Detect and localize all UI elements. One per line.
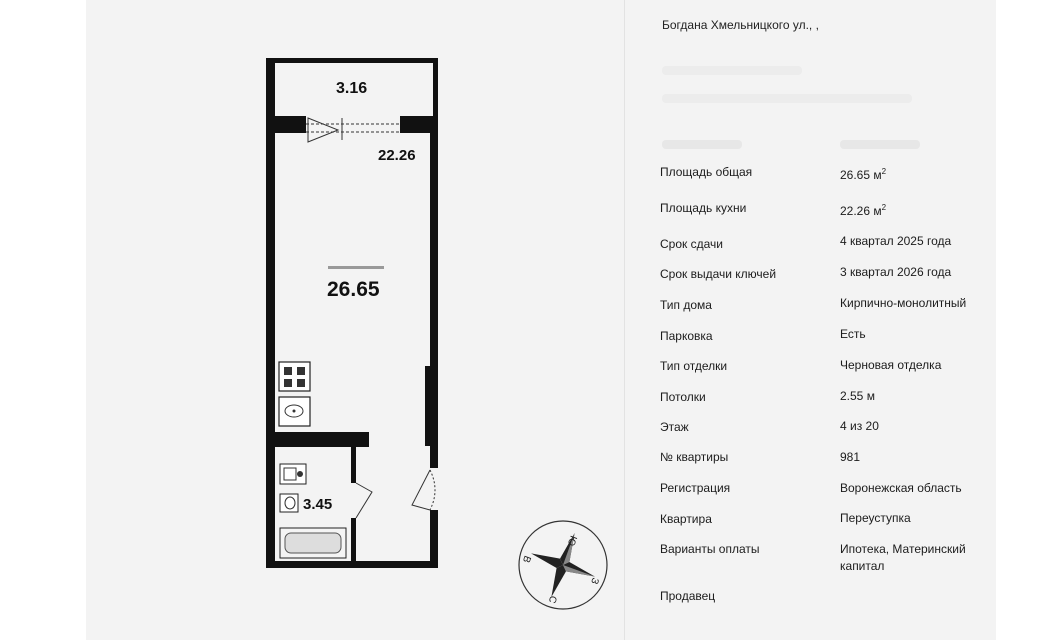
- bathroom-door: [356, 483, 372, 518]
- property-value: 3 квартал 2026 года: [840, 265, 952, 279]
- compass-west-label: В: [519, 553, 533, 565]
- stove-icon: [279, 362, 310, 391]
- total-area-label: 26.65: [327, 278, 380, 301]
- property-value: 2.55 м: [840, 389, 875, 403]
- property-value: Черновая отделка: [840, 358, 942, 372]
- property-label: Потолки: [660, 390, 706, 404]
- property-value: Есть: [840, 327, 866, 341]
- property-label: Тип отделки: [660, 359, 728, 373]
- address-text: Богдана Хмельницкого ул., ,: [662, 18, 819, 32]
- property-label: Парковка: [660, 329, 713, 343]
- faded-text-line: [662, 140, 742, 149]
- entrance-door: [412, 470, 435, 510]
- property-value: 22.26 $м^2$: [840, 203, 887, 218]
- property-label: Срок выдачи ключей: [660, 267, 777, 281]
- property-label: Квартира: [660, 512, 712, 526]
- property-value: Воронежская область: [840, 481, 962, 495]
- property-label: Регистрация: [660, 481, 731, 495]
- property-label: Этаж: [660, 420, 689, 434]
- property-value: Кирпично-монолитный: [840, 296, 967, 310]
- compass-rose-icon: [519, 521, 607, 609]
- kitchen-area-label: 22.26: [378, 147, 416, 164]
- bathtub-icon: [280, 528, 346, 558]
- property-value: 981: [840, 450, 861, 464]
- bathroom-sink-icon: [280, 494, 298, 512]
- faded-text-line: [662, 66, 802, 75]
- area-underline: [328, 266, 384, 269]
- bathroom-area-label: 3.45: [303, 496, 333, 513]
- compass-east-label: З: [588, 575, 601, 586]
- plan-walls: [266, 58, 438, 568]
- property-value: 4 квартал 2025 года: [840, 234, 952, 248]
- property-label: Площадь кухни: [660, 201, 747, 215]
- property-value: 4 из 20: [840, 419, 879, 433]
- property-label: Варианты оплаты: [660, 542, 760, 556]
- property-label: Продавец: [660, 589, 716, 603]
- toilet-icon: [280, 464, 306, 484]
- property-value: 26.65 $м^2$: [840, 167, 887, 182]
- property-label: Площадь общая: [660, 165, 753, 179]
- faded-text-line: [840, 140, 920, 149]
- balcony-door: [306, 118, 400, 142]
- balcony-area-label: 3.16: [336, 80, 368, 97]
- property-value: Переуступка: [840, 511, 911, 525]
- compass-north-label: Ю: [564, 533, 579, 548]
- faded-text-line: [662, 94, 912, 103]
- property-label: Срок сдачи: [660, 237, 723, 251]
- property-value: Ипотека, Материнский капитал: [840, 542, 966, 573]
- property-label: № квартиры: [660, 450, 729, 464]
- compass-south-label: С: [545, 593, 559, 605]
- kitchen-sink-icon: [279, 397, 310, 426]
- property-label: Тип дома: [660, 298, 712, 312]
